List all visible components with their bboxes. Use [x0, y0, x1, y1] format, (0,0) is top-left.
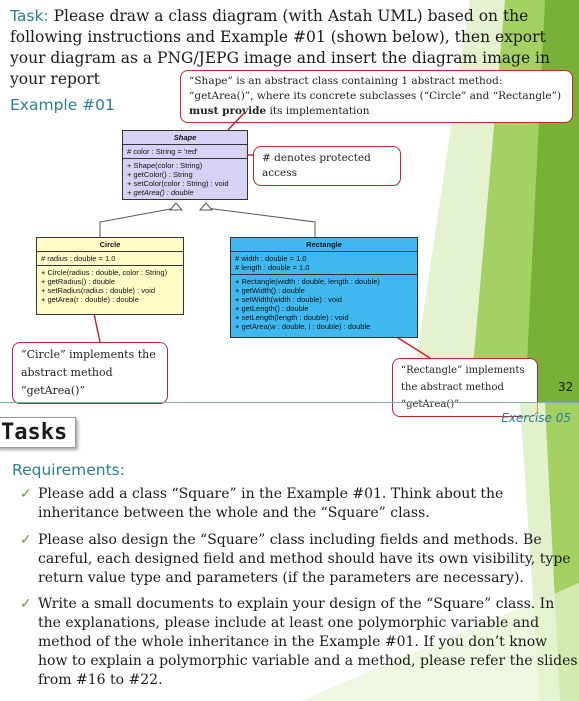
rectangle-method: + getLength() : double	[235, 304, 309, 313]
shape-attributes	[123, 145, 247, 159]
circle-attribute: # radius : double = 1.0	[41, 254, 116, 263]
rectangle-attributes	[231, 252, 417, 275]
tasks-title: Tasks	[0, 417, 76, 448]
requirement-text: Write a small documents to explain your design of the “Square” class. In the explanations, please include at least one polymorphic variable and method of the whole inheritance in the Example #01. If you don’t know how to explain a polymorphic variable and a method, please refer the slides from #16 to #22.	[38, 596, 578, 688]
rectangle-method: + setLength(length : double) : void	[235, 313, 349, 322]
task-label: Task:	[10, 7, 49, 25]
exercise-label: Exercise 05	[501, 411, 571, 425]
note-shape-text-end: its implementation	[266, 105, 370, 117]
requirement-item	[20, 595, 578, 690]
circle-class-box	[36, 237, 184, 315]
circle-method: + setRadius(radius : double) : void	[41, 286, 156, 295]
shape-methods	[123, 159, 247, 199]
circle-method: + Circle(radius : double, color : String)	[41, 268, 168, 277]
circle-method: + getRadius() : double	[41, 277, 116, 286]
check-icon: ✓	[20, 486, 32, 502]
rectangle-class-box	[230, 237, 418, 338]
requirement-text: Please add a class “Square” in the Example #01. Think about the inheritance between the whole and the “Square” class.	[38, 486, 504, 521]
rectangle-attribute: # width : double = 1.0	[235, 254, 307, 263]
check-icon: ✓	[20, 532, 32, 548]
shape-attribute: # color : String = 'red'	[127, 147, 198, 156]
shape-method: + Shape(color : String)	[127, 161, 203, 170]
rectangle-attribute: # length : double = 1.0	[235, 263, 310, 272]
task-text: Please draw a class diagram (with Astah UML) based on the following instructions and Example #01 (shown below), then export your diagram as a PNG/JEPG image and insert the diagram image in your report	[10, 7, 550, 88]
circle-methods	[37, 266, 183, 314]
page-number: 32	[558, 380, 574, 394]
shape-abstract-method: + getArea() : double	[127, 188, 194, 197]
shape-class-box	[122, 130, 248, 200]
rectangle-class-name: Rectangle	[231, 238, 417, 252]
rectangle-method: + getArea(w : double, l : double) : double	[235, 322, 371, 331]
shape-method: + setColor(color : String) : void	[127, 179, 229, 188]
rectangle-method: + getWidth() : double	[235, 286, 305, 295]
note-circle-implements: “Circle” implements the abstract method “getArea()”	[12, 342, 168, 404]
note-shape-text: “Shape” is an abstract class containing 1 abstract method: “getArea()”, where its concrete subclasses (“Circle” and “Rectangle”)	[189, 75, 562, 102]
requirements-label: Requirements:	[12, 461, 125, 479]
circle-attributes	[37, 252, 183, 266]
rectangle-methods	[231, 275, 417, 337]
requirement-item	[20, 485, 578, 523]
note-protected: # denotes protected access	[253, 146, 401, 186]
requirement-item	[20, 531, 578, 588]
example-label: Example #01	[10, 96, 115, 114]
rectangle-method: + setWidth(width : double) : void	[235, 295, 342, 304]
note-shape-bold: must provide	[189, 105, 267, 117]
check-icon: ✓	[20, 596, 32, 612]
shape-method: + getColor() : String	[127, 170, 193, 179]
shape-class-name: Shape	[123, 131, 247, 145]
requirement-text: Please also design the “Square” class including fields and methods. Be careful, each designed field and method should have its own visibility, type return value type and parameters (if the parameters are necessary).	[38, 532, 571, 586]
note-rectangle-implements: “Rectangle” implements the abstract method “getArea()”	[392, 358, 538, 417]
circle-class-name: Circle	[37, 238, 183, 252]
rectangle-method: + Rectangle(width : double, length : double)	[235, 277, 380, 286]
circle-method: + getArea(r : double) : double	[41, 295, 139, 304]
slide-tasks	[0, 402, 579, 701]
